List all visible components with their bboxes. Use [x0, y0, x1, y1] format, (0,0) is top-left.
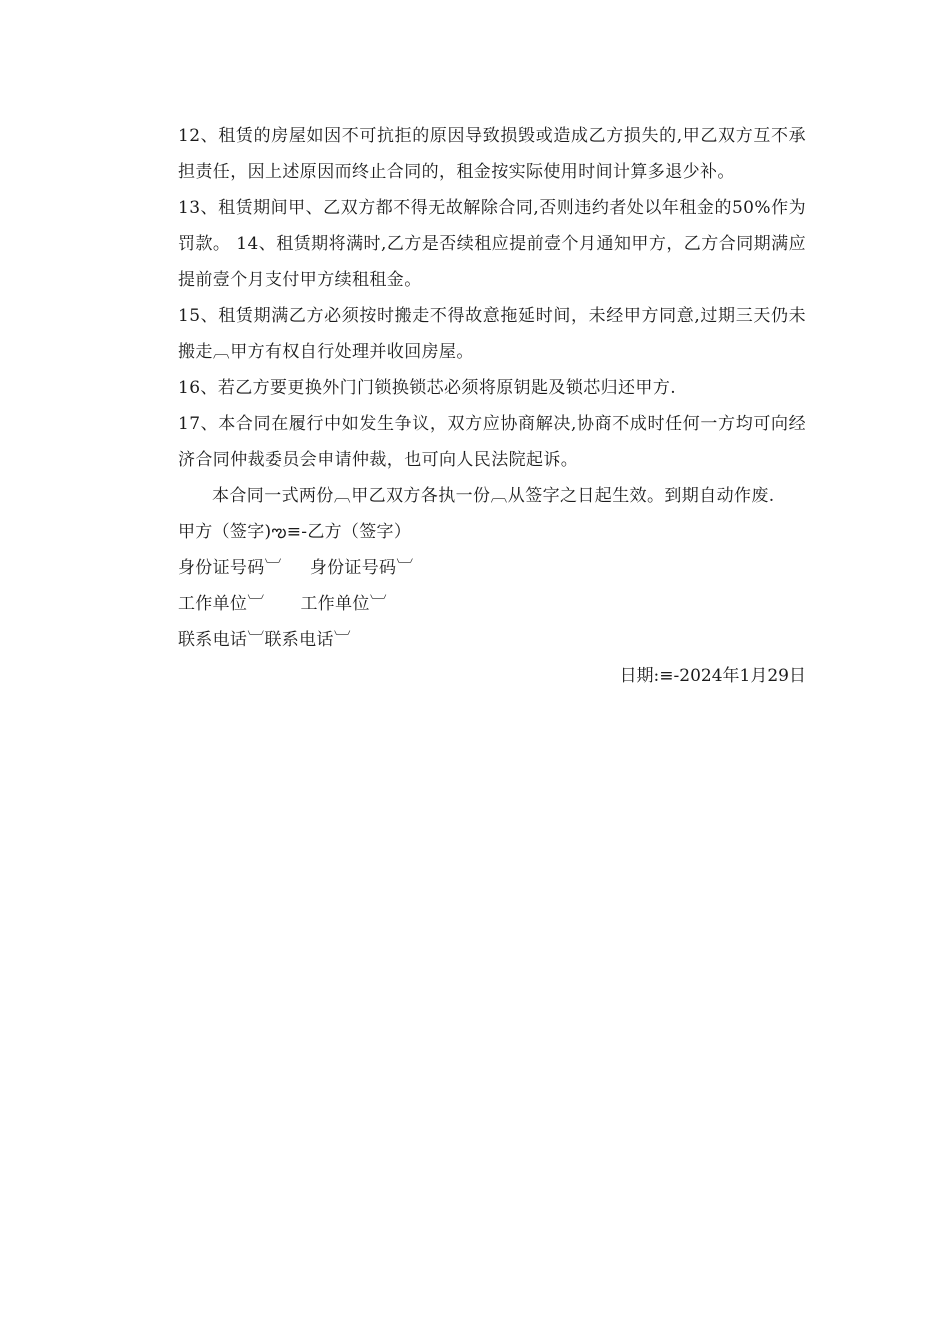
clause-16: 16、若乙方要更换外门门锁换锁芯必须将原钥匙及锁芯归还甲方. [178, 378, 677, 398]
party-a-signature-label: 甲方（签字) [178, 522, 272, 542]
clause-15: 15、租赁期满乙方必须按时搬走不得故意拖延时间，未经甲方同意,过期三天仍未搬走︹甲方有权自行处理并收回房屋。 [178, 306, 806, 362]
clause-17: 17、本合同在履行中如发生争议，双方应协商解决,协商不成时任何一方均可向经济合同仲裁委员会申请仲裁，也可向人民法院起诉。 [178, 414, 806, 470]
date-line: 日期:≡-2024年1月29日 [619, 666, 806, 686]
signature-separator: ≡- [286, 522, 308, 542]
closing-statement: 本合同一式两份︹甲乙双方各执一份︹从签字之日起生效。到期自动作废. [212, 486, 775, 506]
signature-scribble-mark: ఌ [271, 522, 287, 542]
party-a-id-label: 身份证号码︺ [178, 558, 282, 578]
work-unit-line [178, 586, 806, 622]
party-b-id-label: 身份证号码︺ [309, 558, 414, 578]
party-a-work-label: 工作单位︺ [178, 594, 265, 614]
id-number-line [178, 550, 806, 586]
contract-body [178, 118, 806, 694]
phone-line [178, 622, 806, 658]
clause-12: 12、租赁的房屋如因不可抗拒的原因导致损毁或造成乙方损失的,甲乙双方互不承担责任，因上述原因而终止合同的，租金按实际使用时间计算多退少补。 [178, 126, 806, 182]
party-b-signature-label: 乙方（签字） [307, 522, 412, 542]
party-a-phone-label: 联系电话︺ [178, 630, 265, 650]
clause-13-14: 13、租赁期间甲、乙双方都不得无故解除合同,否则违约者处以年租金的50%作为罚款。 14、租赁期将满时,乙方是否续租应提前壹个月通知甲方，乙方合同期满应提前壹个月支付甲方续租租金。 [178, 198, 806, 290]
signature-line [178, 514, 806, 550]
party-b-phone-label: 联系电话︺ [264, 630, 351, 650]
party-b-work-label: 工作单位︺ [300, 594, 387, 614]
